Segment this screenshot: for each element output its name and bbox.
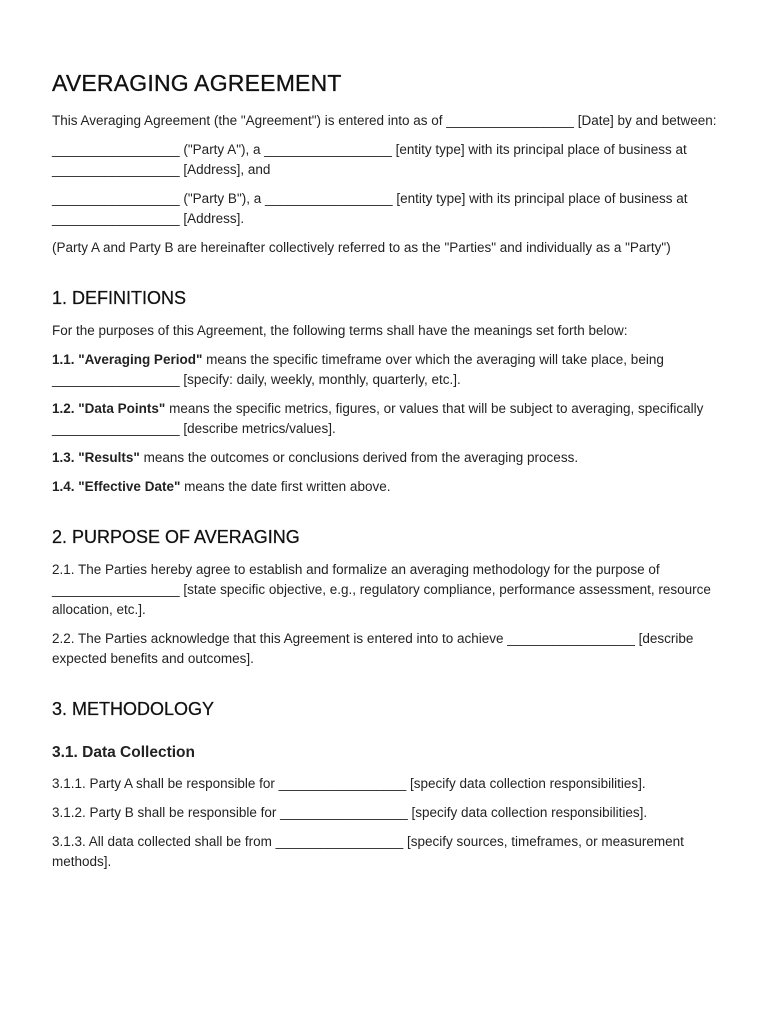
definition-text: means the specific metrics, figures, or values that will be subject to averaging, specifically _________________ [describe metrics/values].	[52, 401, 704, 436]
definition-text: means the specific timeframe over which the averaging will take place, being _________________ [specify: daily, weekly, monthly, quarterly, etc.].	[52, 352, 664, 387]
subsection-data-collection-heading: 3.1. Data Collection	[52, 744, 195, 761]
definition-term: 1.2. "Data Points"	[52, 401, 166, 416]
party-a-paragraph: _________________ ("Party A"), a _________________ [entity type] with its principal place of business at _________________ [Address], and	[52, 142, 687, 177]
purpose-clause-2-1: 2.1. The Parties hereby agree to establish and formalize an averaging methodology for the purpose of _________________ [state specific objective, e.g., regulatory compliance, performance assessment, resource allocation, etc.].	[52, 562, 711, 617]
methodology-clause-3-1-1: 3.1.1. Party A shall be responsible for _________________ [specify data collection responsibilities].	[52, 776, 646, 791]
section-methodology-heading: 3. METHODOLOGY	[52, 699, 215, 719]
party-b-paragraph: _________________ ("Party B"), a _________________ [entity type] with its principal place of business at _________________ [Address].	[52, 191, 688, 226]
definition-text: means the date first written above.	[180, 479, 391, 494]
definition-item	[52, 399, 718, 439]
intro-paragraph: This Averaging Agreement (the "Agreement") is entered into as of _________________ [Date] by and between:	[52, 113, 717, 128]
definitions-lead: For the purposes of this Agreement, the following terms shall have the meanings set forth below:	[52, 323, 628, 338]
section-definitions-heading: 1. DEFINITIONS	[52, 288, 187, 308]
definition-item	[52, 350, 718, 390]
section-purpose-heading: 2. PURPOSE OF AVERAGING	[52, 527, 300, 547]
document-title: AVERAGING AGREEMENT	[52, 70, 342, 96]
methodology-clause-3-1-2: 3.1.2. Party B shall be responsible for _________________ [specify data collection responsibilities].	[52, 805, 648, 820]
definition-item	[52, 477, 718, 497]
purpose-clause-2-2: 2.2. The Parties acknowledge that this Agreement is entered into to achieve _________________ [describe expected benefits and outcomes].	[52, 631, 694, 666]
definition-term: 1.3. "Results"	[52, 450, 140, 465]
definition-term: 1.1. "Averaging Period"	[52, 352, 203, 367]
definition-item	[52, 448, 718, 468]
definition-text: means the outcomes or conclusions derived from the averaging process.	[139, 450, 579, 465]
parties-note: (Party A and Party B are hereinafter collectively referred to as the "Parties" and individually as a "Party")	[52, 240, 671, 255]
methodology-clause-3-1-3: 3.1.3. All data collected shall be from _________________ [specify sources, timeframes, or measurement methods].	[52, 834, 684, 869]
definition-term: 1.4. "Effective Date"	[52, 479, 181, 494]
